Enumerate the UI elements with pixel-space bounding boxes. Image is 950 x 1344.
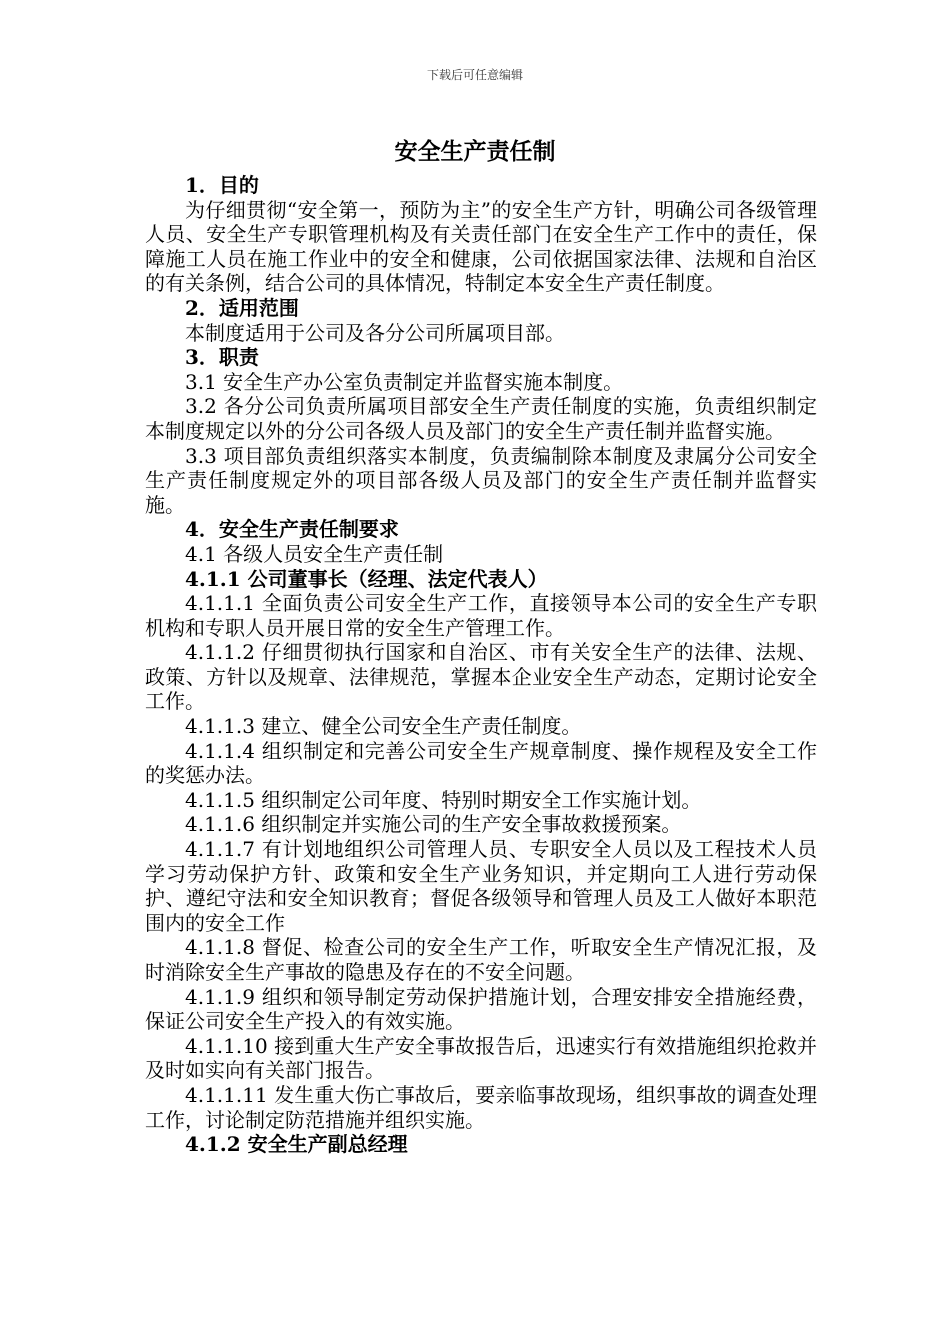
document-title: 安全生产责任制 [394, 139, 556, 165]
paragraph: 4.1.1.7 有计划地组织公司管理人员、专职安全人员以及工程技术人员学习劳动保护方针、政策和安全生产业务知识，并定期向工人进行劳动保护、遵纪守法和安全知识教育；督促各级领导和管理人员及工人做好本职范围内的安全工作 [145, 837, 817, 935]
paragraph: 4.1 各级人员安全生产责任制 [185, 541, 444, 566]
section-heading: 4.1.2 安全生产副总经理 [185, 1132, 408, 1157]
paragraph: 4.1.1.2 仔细贯彻执行国家和自治区、市有关安全生产的法律、法规、政策、方针以及规章、法律规范，掌握本企业安全生产动态，定期讨论安全工作。 [145, 640, 817, 714]
paragraph: 4.1.1.6 组织制定并实施公司的生产安全事故救援预案。 [185, 812, 682, 837]
paragraph: 4.1.1.3 建立、健全公司安全生产责任制度。 [185, 714, 582, 739]
section-heading: 2．适用范围 [185, 295, 299, 320]
paragraph: 4.1.1.8 督促、检查公司的安全生产工作，听取安全生产情况汇报，及时消除安全生产事故的隐患及存在的不安全问题。 [145, 935, 817, 984]
document-body [145, 173, 817, 1157]
paragraph: 4.1.1.9 组织和领导制定劳动保护措施计划，合理安排安全措施经费，保证公司安全生产投入的有效实施。 [145, 984, 817, 1034]
paragraph: 4.1.1.1 全面负责公司安全生产工作，直接领导本公司的安全生产专职机构和专职人员开展日常的安全生产管理工作。 [145, 591, 817, 640]
paragraph: 3.3 项目部负责组织落实本制度，负责编制除本制度及隶属分公司安全生产责任制度规定外的项目部各级人员及部门的安全生产责任制并监督实施。 [145, 443, 817, 517]
section-heading: 3．职责 [185, 345, 259, 370]
paragraph: 3.2 各分公司负责所属项目部安全生产责任制度的实施，负责组织制定本制度规定以外的分公司各级人员及部门的安全生产责任制并监督实施。 [145, 394, 817, 443]
section-heading: 1．目的 [185, 173, 259, 197]
section-heading: 4．安全生产责任制要求 [185, 517, 399, 542]
section-heading: 4.1.1 公司董事长（经理、法定代表人） [185, 566, 548, 591]
paragraph: 4.1.1.4 组织制定和完善公司安全生产规章制度、操作规程及安全工作的奖惩办法。 [145, 738, 817, 788]
paragraph: 本制度适用于公司及各分公司所属项目部。 [185, 320, 565, 345]
paragraph: 4.1.1.5 组织制定公司年度、特别时期安全工作实施计划。 [185, 787, 702, 812]
paragraph: 3.1 安全生产办公室负责制定并监督实施本制度。 [185, 369, 624, 394]
paragraph: 4.1.1.11 发生重大伤亡事故后，要亲临事故现场，组织事故的调查处理工作，讨论制定防范措施并组织实施。 [145, 1082, 817, 1132]
paragraph: 为仔细贯彻“安全第一，预防为主”的安全生产方针，明确公司各级管理人员、安全生产专职管理机构及有关责任部门在安全生产工作中的责任，保障施工人员在施工作业中的安全和健康，公司依据国家法律、法规和自治区的有关条例，结合公司的具体情况，特制定本安全生产责任制度。 [145, 197, 817, 296]
page-header-note: 下载后可任意编辑 [426, 68, 523, 82]
paragraph: 4.1.1.10 接到重大生产安全事故报告后，迅速实行有效措施组织抢救并及时如实向有关部门报告。 [145, 1033, 817, 1083]
